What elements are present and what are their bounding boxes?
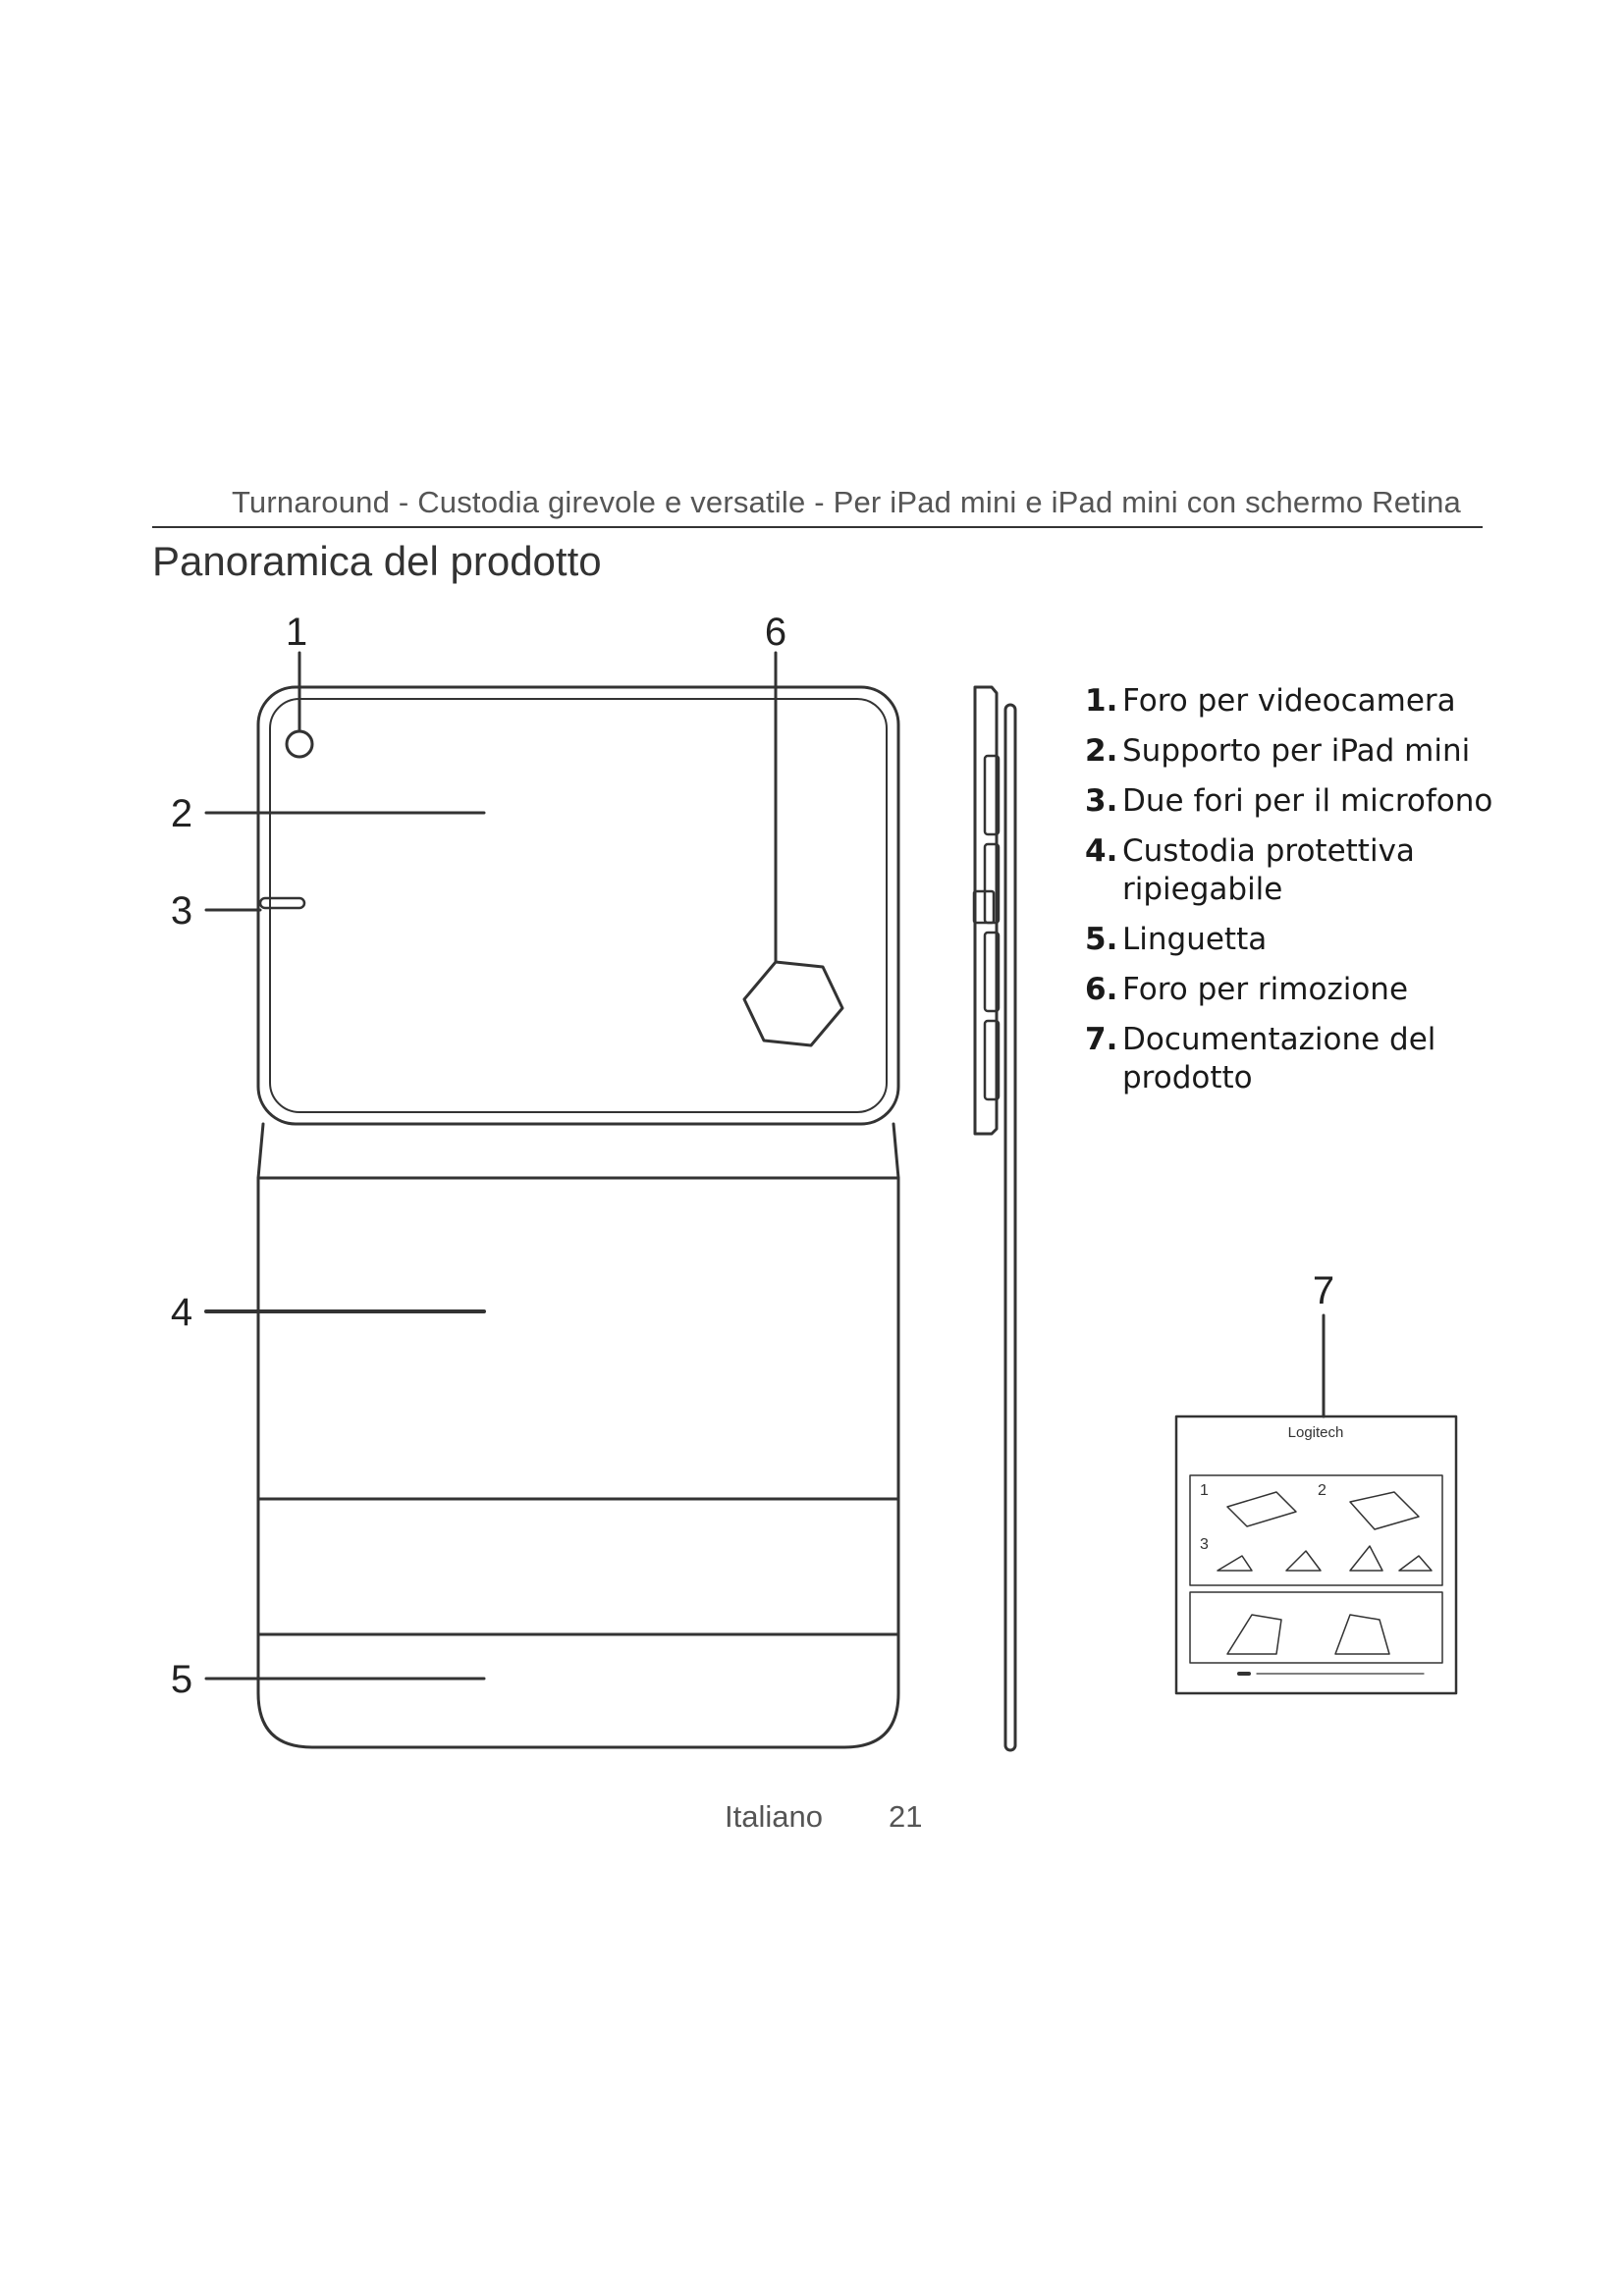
booklet-step-2: 2	[1318, 1482, 1326, 1499]
removal-hole	[744, 962, 842, 1045]
legend-number: 5.	[1085, 922, 1118, 957]
legend-item	[1085, 732, 1497, 771]
legend-text: Documentazione del prodotto	[1122, 1022, 1436, 1095]
legend-item	[1085, 682, 1497, 721]
legend-number: 7.	[1085, 1022, 1118, 1057]
legend-text: Custodia protettiva ripiegabile	[1122, 833, 1415, 907]
page-number: 21	[889, 1799, 923, 1834]
legend-text: Due fori per il microfono	[1122, 783, 1493, 819]
ipad-holder	[258, 687, 898, 1124]
callout-5: 5	[170, 1658, 193, 1701]
folding-case	[258, 1124, 898, 1747]
header-title: Turnaround - Custodia girevole e versatile - Per iPad mini e iPad mini con schermo Retina	[231, 485, 1461, 519]
legend-number: 2.	[1085, 733, 1118, 769]
legend-item	[1085, 1021, 1497, 1097]
legend-number: 3.	[1085, 783, 1118, 819]
camera-hole	[287, 731, 312, 757]
footer-language: Italiano	[725, 1799, 823, 1834]
legend-number: 4.	[1085, 833, 1118, 869]
booklet-step-1: 1	[1200, 1482, 1209, 1499]
callout-1: 1	[285, 611, 308, 654]
legend-text: Foro per videocamera	[1122, 683, 1456, 719]
microphone-holes	[260, 898, 304, 908]
callout-3: 3	[170, 889, 193, 933]
parts-legend	[1085, 682, 1497, 1109]
legend-item	[1085, 782, 1497, 821]
legend-number: 6.	[1085, 972, 1118, 1007]
legend-number: 1.	[1085, 683, 1118, 719]
callout-7: 7	[1312, 1269, 1335, 1312]
documentation-booklet	[1176, 1416, 1456, 1693]
legend-item	[1085, 971, 1497, 1009]
callout-4: 4	[170, 1291, 193, 1334]
booklet-brand: Logitech	[1287, 1424, 1344, 1441]
legend-item	[1085, 921, 1497, 959]
page-title: Panoramica del prodotto	[152, 538, 602, 584]
legend-item	[1085, 832, 1497, 909]
legend-text: Foro per rimozione	[1122, 972, 1409, 1007]
legend-text: Linguetta	[1122, 922, 1268, 957]
booklet-step-3: 3	[1200, 1536, 1209, 1553]
callout-6: 6	[764, 611, 787, 654]
legend-text: Supporto per iPad mini	[1122, 733, 1471, 769]
callout-2: 2	[170, 792, 193, 835]
